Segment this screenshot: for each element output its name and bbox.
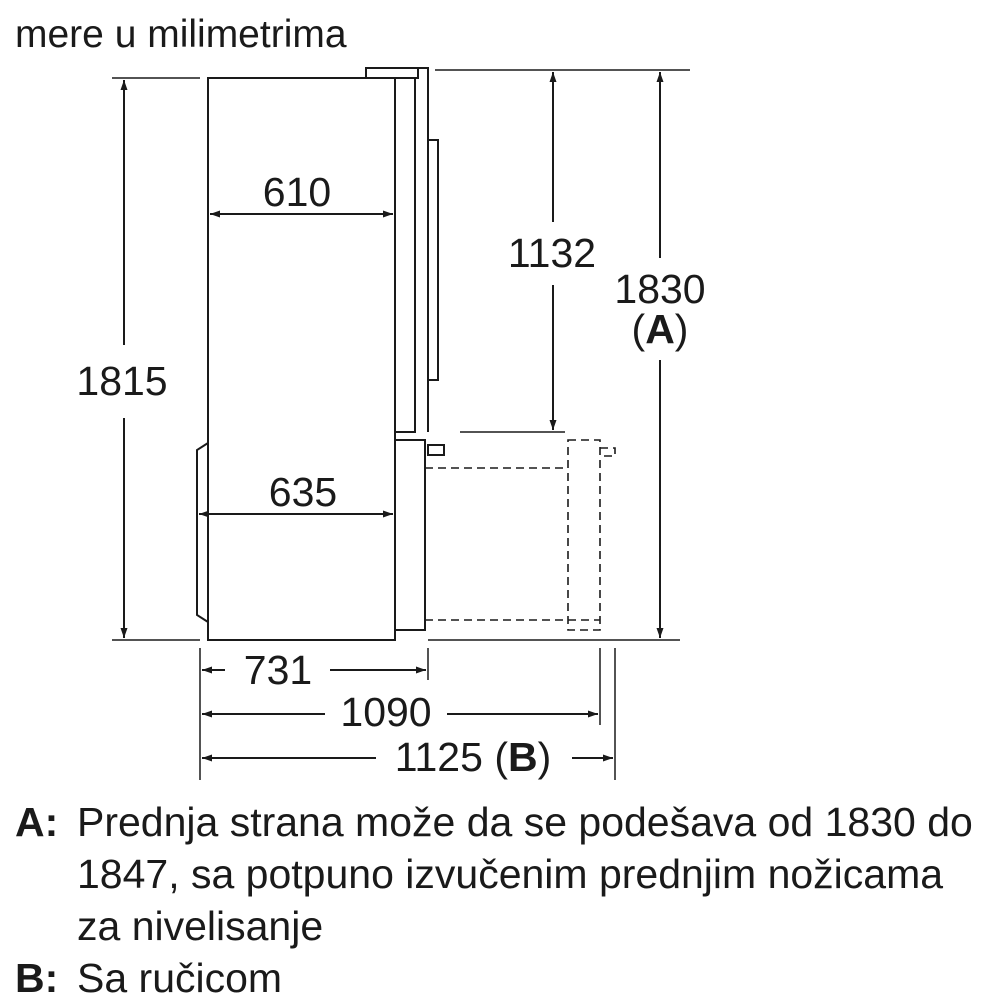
fridge-body bbox=[197, 68, 444, 640]
top-hinge bbox=[366, 68, 418, 78]
cabinet-outline bbox=[208, 78, 395, 640]
units-label: mere u milimetrima bbox=[15, 13, 347, 56]
label-1125: 1125 (B) bbox=[394, 734, 552, 780]
footnote-a bbox=[15, 796, 995, 952]
footnote-a-key: A: bbox=[15, 799, 59, 845]
upper-door bbox=[395, 78, 415, 432]
door-frame bbox=[415, 68, 428, 432]
footnotes bbox=[15, 796, 995, 1004]
ref-B: B bbox=[507, 734, 538, 780]
open-drawer-dashed bbox=[425, 440, 615, 630]
footnote-b bbox=[15, 952, 995, 1004]
back-compressor-bulge bbox=[197, 443, 208, 622]
ref-A: A bbox=[645, 306, 675, 352]
dimension-labels bbox=[76, 169, 705, 780]
label-731: 731 bbox=[243, 647, 313, 693]
freezer-drawer bbox=[395, 440, 425, 630]
drawer-handle bbox=[428, 445, 444, 455]
label-1132: 1132 bbox=[507, 230, 597, 276]
label-1830: 1830 bbox=[614, 266, 706, 312]
footnote-b-text: Sa ručicom bbox=[77, 955, 283, 1001]
footnote-a-text: Prednja strana može da se podešava od 1830 do 1847, sa potpuno izvučenim prednjim nožicama za nivelisanje bbox=[77, 799, 973, 949]
extension-lines bbox=[112, 70, 690, 780]
value-1125: 1125 bbox=[394, 734, 483, 780]
label-610: 610 bbox=[262, 169, 332, 215]
footnote-b-key: B: bbox=[15, 955, 59, 1001]
label-1090: 1090 bbox=[340, 689, 432, 735]
dimension-lines bbox=[124, 72, 660, 758]
label-1815: 1815 bbox=[76, 358, 168, 404]
door-handle bbox=[428, 140, 438, 380]
label-635: 635 bbox=[268, 469, 338, 515]
label-1830-ref: (A) bbox=[631, 306, 689, 352]
